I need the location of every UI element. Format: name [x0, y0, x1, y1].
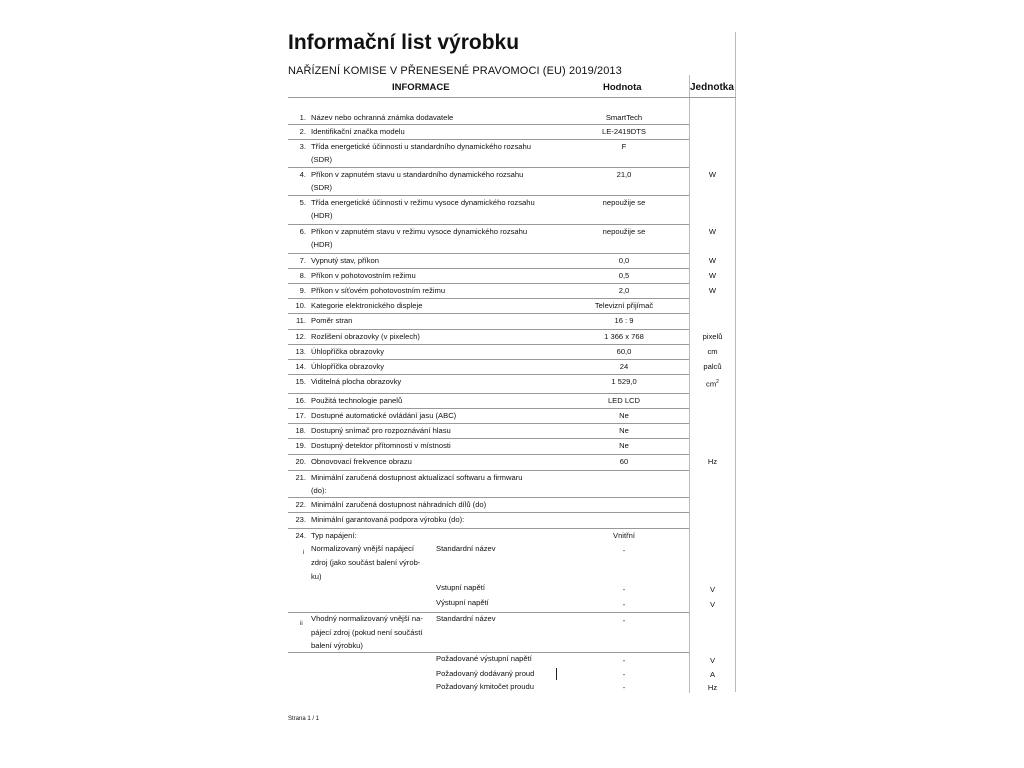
power-i-line2: zdroj (jako součást balení výrob-	[311, 558, 421, 567]
row-number: 5.	[299, 198, 306, 207]
power-i-input-v: Vstupní napětí	[436, 583, 485, 592]
row-label: Dostupný detektor přítomnosti v místnosti	[311, 441, 451, 450]
row-value: 24	[619, 362, 629, 371]
row-number: 4.	[299, 170, 306, 179]
row-label: Poměr stran	[311, 316, 353, 325]
row-unit: $cm^2$	[706, 379, 719, 389]
row-label: Identifikační značka modelu	[311, 127, 405, 136]
row-unit: palců	[703, 362, 722, 371]
row-label: Dostupný snímač pro rozpoznávání hlasu	[311, 426, 451, 435]
row-value: Ne	[619, 411, 629, 420]
row-value: nepoužije se	[602, 198, 646, 207]
row-divider	[288, 298, 689, 299]
unit-bar	[556, 668, 557, 680]
row-value: 2,0	[618, 286, 630, 295]
row-label: Příkon v zapnutém stavu u standardního dynamického rozsahu	[311, 170, 524, 179]
row-label: Název nebo ochranná známka dodavatele	[311, 113, 454, 122]
row-label: Třída energetické účinnosti u standardního dynamického rozsahu	[311, 142, 531, 151]
right-border	[735, 32, 736, 692]
row-number: 10.	[295, 301, 306, 310]
power-ii-req-hz-unit: Hz	[707, 683, 718, 692]
page-title: Informační list výrobku	[288, 31, 520, 54]
row-value: 1 529,0	[611, 377, 637, 386]
row-number: 9.	[299, 286, 306, 295]
row-label: Příkon v pohotovostním režimu	[311, 271, 416, 280]
row-number: 18.	[295, 426, 306, 435]
power-i-std-name-value: -	[622, 546, 626, 555]
row-label: Příkon v síťovém pohotovostním režimu	[311, 286, 446, 295]
power-i-std-name: Standardní název	[436, 544, 496, 553]
row-unit: W	[708, 170, 717, 179]
row-label: Použitá technologie panelů	[311, 396, 403, 405]
row-label-continued: (SDR)	[311, 183, 333, 192]
row-number: 16.	[295, 396, 306, 405]
row-number: 2.	[299, 127, 306, 136]
row-number: 3.	[299, 142, 306, 151]
power-ii-std-name: Standardní název	[436, 614, 496, 623]
power-ii-req-v-unit: V	[709, 656, 716, 665]
row-divider	[288, 374, 689, 375]
row-divider	[288, 253, 689, 254]
row-value: Ne	[619, 426, 629, 435]
row-number: 13.	[295, 347, 306, 356]
power-ii-req-v-value: -	[622, 656, 626, 665]
row-number: 20.	[295, 457, 306, 466]
row-label: Třída energetické účinnosti v režimu vysoce dynamického rozsahu	[311, 198, 535, 207]
power-ii-req-a: Požadovaný dodávaný proud	[436, 669, 535, 678]
power-ii-req-hz-value: -	[622, 683, 626, 692]
row-number: 7.	[299, 256, 306, 265]
row-value: 60,0	[616, 347, 632, 356]
row-divider	[288, 408, 689, 409]
power-i-marker: i	[303, 550, 305, 556]
row-divider	[288, 393, 689, 394]
row-label-continued: (HDR)	[311, 211, 333, 220]
row-label: Typ napájení:	[311, 531, 357, 540]
row-value: 0,5	[618, 271, 630, 280]
row-number: 21.	[295, 473, 306, 482]
row-value: F	[621, 142, 627, 151]
row-unit: cm	[707, 347, 718, 356]
header-info: INFORMACE	[392, 82, 450, 93]
row-label: Minimální zaručená dostupnost náhradních dílů (do)	[311, 500, 487, 509]
row-value: 16 : 9	[614, 316, 634, 325]
row-divider	[288, 470, 689, 471]
row-label: Viditelná plocha obrazovky	[311, 377, 402, 386]
power-i-output-v: Výstupní napětí	[436, 598, 489, 607]
row-number: 15.	[295, 377, 306, 386]
row-divider	[288, 438, 689, 439]
row-value: 21,0	[616, 170, 632, 179]
power-i-line1: Normalizovaný vnější napájecí	[311, 544, 414, 553]
row-value: 0,0	[618, 256, 630, 265]
regulation-subtitle: NAŘÍZENÍ KOMISE V PŘENESENÉ PRAVOMOCI (EU) 2019/2013	[288, 65, 622, 77]
row-label-continued: (SDR)	[311, 155, 333, 164]
row-label: Kategorie elektronického displeje	[311, 301, 423, 310]
row-value: 60	[619, 457, 629, 466]
row-divider	[288, 268, 689, 269]
row-value: SmartTech	[605, 113, 643, 122]
header-unit: Jednotka	[690, 82, 734, 93]
row-divider	[288, 528, 689, 529]
power-i-input-v-unit: V	[709, 585, 716, 594]
row-divider	[288, 124, 689, 125]
row-divider	[288, 497, 689, 498]
page-footer: Strana 1 / 1	[288, 716, 320, 722]
row-number: 6.	[299, 227, 306, 236]
power-ii-marker: ii	[300, 621, 303, 627]
power-ii-line1: Vhodný normalizovaný vnější na-	[311, 614, 423, 623]
row-number: 8.	[299, 271, 306, 280]
row-value: LE-2419DTS	[602, 127, 646, 136]
power-ii-req-a-value: -	[622, 670, 626, 679]
row-number: 12.	[295, 332, 306, 341]
row-divider	[288, 97, 736, 98]
row-divider	[288, 224, 689, 225]
row-unit: W	[708, 271, 717, 280]
row-label: Úhlopříčka obrazovky	[311, 362, 385, 371]
row-number: 19.	[295, 441, 306, 450]
row-value: Televizní přijímač	[594, 301, 654, 310]
row-label-continued: (do):	[311, 486, 327, 495]
row-value: Vnitřní	[613, 531, 635, 540]
power-i-line3: ku)	[311, 572, 322, 581]
power-ii-req-v: Požadované výstupní napětí	[436, 654, 532, 663]
row-label: Rozlišení obrazovky (v pixelech)	[311, 332, 420, 341]
power-i-output-v-value: -	[622, 600, 626, 609]
row-value: LED LCD	[607, 396, 641, 405]
power-ii-req-hz: Požadovaný kmitočet proudu	[436, 682, 534, 691]
row-divider	[288, 195, 689, 196]
power-ii-req-a-unit: A	[709, 670, 716, 679]
unit-superscript: 2	[716, 379, 719, 385]
row-label: Minimální zaručená dostupnost aktualizací softwaru a firmwaru	[311, 473, 523, 482]
row-divider	[288, 313, 689, 314]
row-label-continued: (HDR)	[311, 240, 333, 249]
row-number: 1.	[299, 113, 306, 122]
header-value: Hodnota	[603, 82, 642, 93]
row-number: 24.	[295, 531, 306, 540]
row-unit: pixelů	[702, 332, 723, 341]
row-divider	[288, 423, 689, 424]
row-value: 1 366 x 768	[604, 332, 644, 341]
row-label: Dostupné automatické ovládání jasu (ABC)	[311, 411, 457, 420]
row-number: 23.	[295, 515, 306, 524]
row-number: 11.	[296, 316, 306, 325]
row-label: Vypnutý stav, příkon	[311, 256, 379, 265]
row-divider	[288, 344, 689, 345]
row-divider	[288, 329, 689, 330]
row-divider	[288, 512, 689, 513]
row-value: nepoužije se	[602, 227, 646, 236]
row-divider	[288, 454, 689, 455]
row-divider	[288, 359, 689, 360]
row-unit: W	[708, 256, 717, 265]
row-value: Ne	[619, 441, 629, 450]
row-label: Minimální garantovaná podpora výrobku (do):	[311, 515, 465, 524]
row-label: Úhlopříčka obrazovky	[311, 347, 385, 356]
row-label: Příkon v zapnutém stavu v režimu vysoce dynamického rozsahu	[311, 227, 528, 236]
row-unit: W	[708, 227, 717, 236]
row-label: Obnovovací frekvence obrazu	[311, 457, 412, 466]
power-i-output-v-unit: V	[709, 600, 716, 609]
power-ii-line3: balení výrobku)	[311, 641, 363, 650]
row-divider	[288, 167, 689, 168]
row-number: 22.	[295, 500, 306, 509]
row-unit: W	[708, 286, 717, 295]
row-divider	[288, 139, 689, 140]
row-number: 17.	[295, 411, 306, 420]
row-divider	[288, 283, 689, 284]
row-unit: Hz	[707, 457, 718, 466]
power-i-input-v-value: -	[622, 585, 626, 594]
row-number: 14.	[295, 362, 306, 371]
power-ii-std-name-value: -	[622, 616, 626, 625]
power-ii-line2: pájecí zdroj (pokud není součástí	[311, 628, 423, 637]
